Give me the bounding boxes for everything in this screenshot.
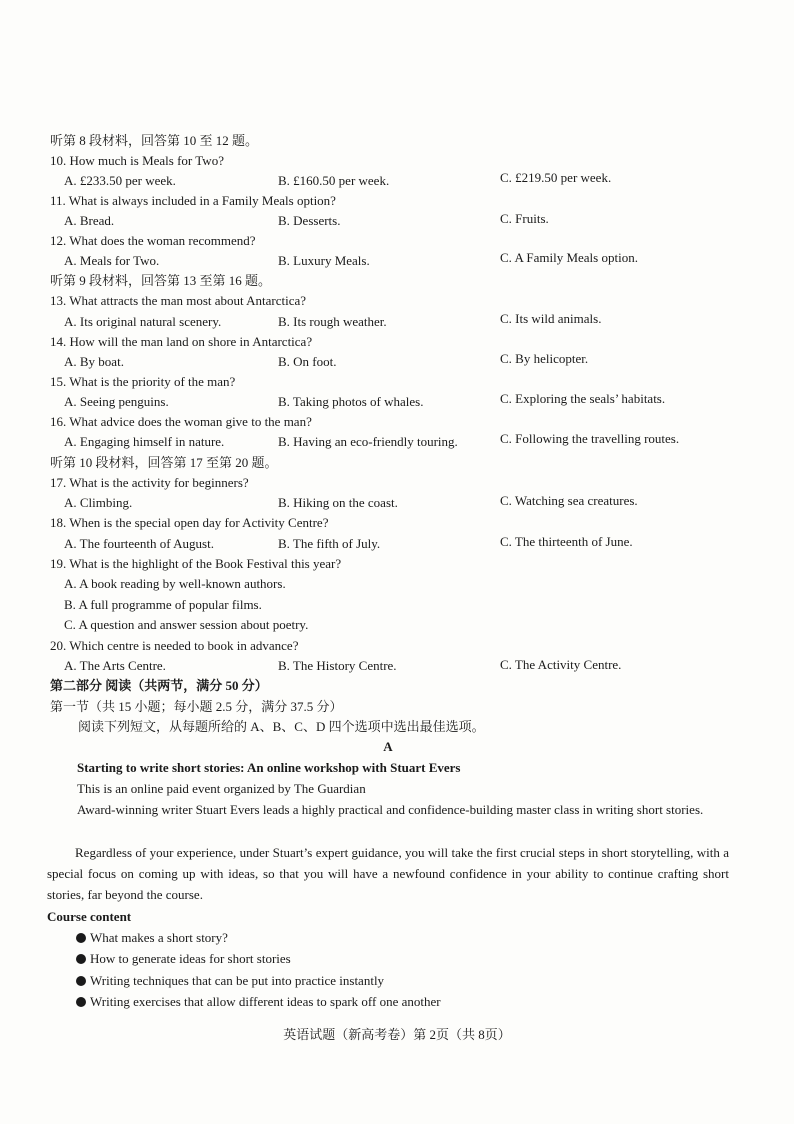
question-12: 12. What does the woman recommend? bbox=[50, 233, 256, 248]
q11-option-b: B. Desserts. bbox=[278, 213, 341, 228]
q13-option-c: C. Its wild animals. bbox=[500, 311, 602, 326]
q19-option-b: B. A full programme of popular films. bbox=[64, 597, 262, 612]
q20-option-a: A. The Arts Centre. bbox=[64, 658, 166, 673]
question-13: 13. What attracts the man most about Antarctica? bbox=[50, 293, 307, 308]
page-footer: 英语试题（新高考卷）第 2页（共 8页） bbox=[283, 1027, 511, 1042]
passage-letter: A bbox=[383, 739, 393, 754]
question-11: 11. What is always included in a Family Meals option? bbox=[50, 193, 336, 208]
q18-option-a: A. The fourteenth of August. bbox=[64, 536, 214, 551]
passage-para-2: Award-winning writer Stuart Evers leads a highly practical and confidence-building master class in writing short stories. bbox=[77, 802, 704, 817]
q18-option-b: B. The fifth of July. bbox=[278, 536, 381, 551]
section-9-header: 听第 9 段材料，回答第 13 至第 16 题。 bbox=[50, 273, 272, 288]
question-10: 10. How much is Meals for Two? bbox=[50, 153, 224, 168]
course-bullet-4: Writing exercises that allow different ideas to spark off one another bbox=[76, 994, 441, 1010]
passage-title: Starting to write short stories: An online workshop with Stuart Evers bbox=[77, 760, 461, 775]
q17-option-a: A. Climbing. bbox=[64, 495, 133, 510]
q16-option-a: A. Engaging himself in nature. bbox=[64, 434, 225, 449]
passage-para-1: This is an online paid event organized by The Guardian bbox=[77, 781, 366, 796]
bullet-icon bbox=[76, 976, 86, 986]
q19-option-c: C. A question and answer session about poetry. bbox=[64, 617, 309, 632]
bullet-icon bbox=[76, 933, 86, 943]
q19-option-a: A. A book reading by well-known authors. bbox=[64, 576, 286, 591]
course-content-heading: Course content bbox=[47, 909, 132, 924]
q11-option-a: A. Bread. bbox=[64, 213, 115, 228]
question-16: 16. What advice does the woman give to the man? bbox=[50, 414, 312, 429]
q16-option-c: C. Following the travelling routes. bbox=[500, 431, 680, 446]
q14-option-b: B. On foot. bbox=[278, 354, 337, 369]
q14-option-c: C. By helicopter. bbox=[500, 351, 589, 366]
q10-option-b: B. £160.50 per week. bbox=[278, 173, 390, 188]
q10-option-a: A. £233.50 per week. bbox=[64, 173, 176, 188]
q15-option-a: A. Seeing penguins. bbox=[64, 394, 169, 409]
section-1-title: 第一节（共 15 小题；每小题 2.5 分，满分 37.5 分） bbox=[50, 699, 343, 714]
section-10-header: 听第 10 段材料，回答第 17 至第 20 题。 bbox=[50, 455, 278, 470]
q12-option-c: C. A Family Meals option. bbox=[500, 250, 638, 265]
question-20: 20. Which centre is needed to book in advance? bbox=[50, 638, 299, 653]
q10-option-c: C. £219.50 per week. bbox=[500, 170, 612, 185]
course-bullet-1: What makes a short story? bbox=[76, 930, 228, 946]
q15-option-c: C. Exploring the seals’ habitats. bbox=[500, 391, 666, 406]
q12-option-b: B. Luxury Meals. bbox=[278, 253, 370, 268]
q11-option-c: C. Fruits. bbox=[500, 211, 549, 226]
question-17: 17. What is the activity for beginners? bbox=[50, 475, 249, 490]
question-14: 14. How will the man land on shore in Antarctica? bbox=[50, 334, 313, 349]
q17-option-c: C. Watching sea creatures. bbox=[500, 493, 638, 508]
reading-instruction: 阅读下列短文，从每题所给的 A、B、C、D 四个选项中选出最佳选项。 bbox=[78, 719, 485, 734]
course-bullet-2: How to generate ideas for short stories bbox=[76, 951, 291, 967]
q14-option-a: A. By boat. bbox=[64, 354, 124, 369]
passage-para-3: Regardless of your experience, under Stuart’s expert guidance, you will take the first crucial steps in short storytelling, with a special focus on coming up with ideas, so that you will have a newfound confidence in your ability to continue crafting short stories, far beyond the course. bbox=[47, 845, 729, 902]
q20-option-b: B. The History Centre. bbox=[278, 658, 397, 673]
bullet-icon bbox=[76, 954, 86, 964]
q13-option-a: A. Its original natural scenery. bbox=[64, 314, 222, 329]
q18-option-c: C. The thirteenth of June. bbox=[500, 534, 633, 549]
part-2-title: 第二部分 阅读（共两节，满分 50 分） bbox=[50, 678, 268, 693]
q12-option-a: A. Meals for Two. bbox=[64, 253, 160, 268]
course-bullet-3: Writing techniques that can be put into practice instantly bbox=[76, 973, 384, 989]
section-8-header: 听第 8 段材料，回答第 10 至 12 题。 bbox=[50, 133, 259, 148]
bullet-icon bbox=[76, 997, 86, 1007]
q20-option-c: C. The Activity Centre. bbox=[500, 657, 622, 672]
question-15: 15. What is the priority of the man? bbox=[50, 374, 236, 389]
question-18: 18. When is the special open day for Activity Centre? bbox=[50, 515, 329, 530]
question-19: 19. What is the highlight of the Book Festival this year? bbox=[50, 556, 342, 571]
q15-option-b: B. Taking photos of whales. bbox=[278, 394, 424, 409]
q16-option-b: B. Having an eco-friendly touring. bbox=[278, 434, 458, 449]
q17-option-b: B. Hiking on the coast. bbox=[278, 495, 398, 510]
q13-option-b: B. Its rough weather. bbox=[278, 314, 387, 329]
